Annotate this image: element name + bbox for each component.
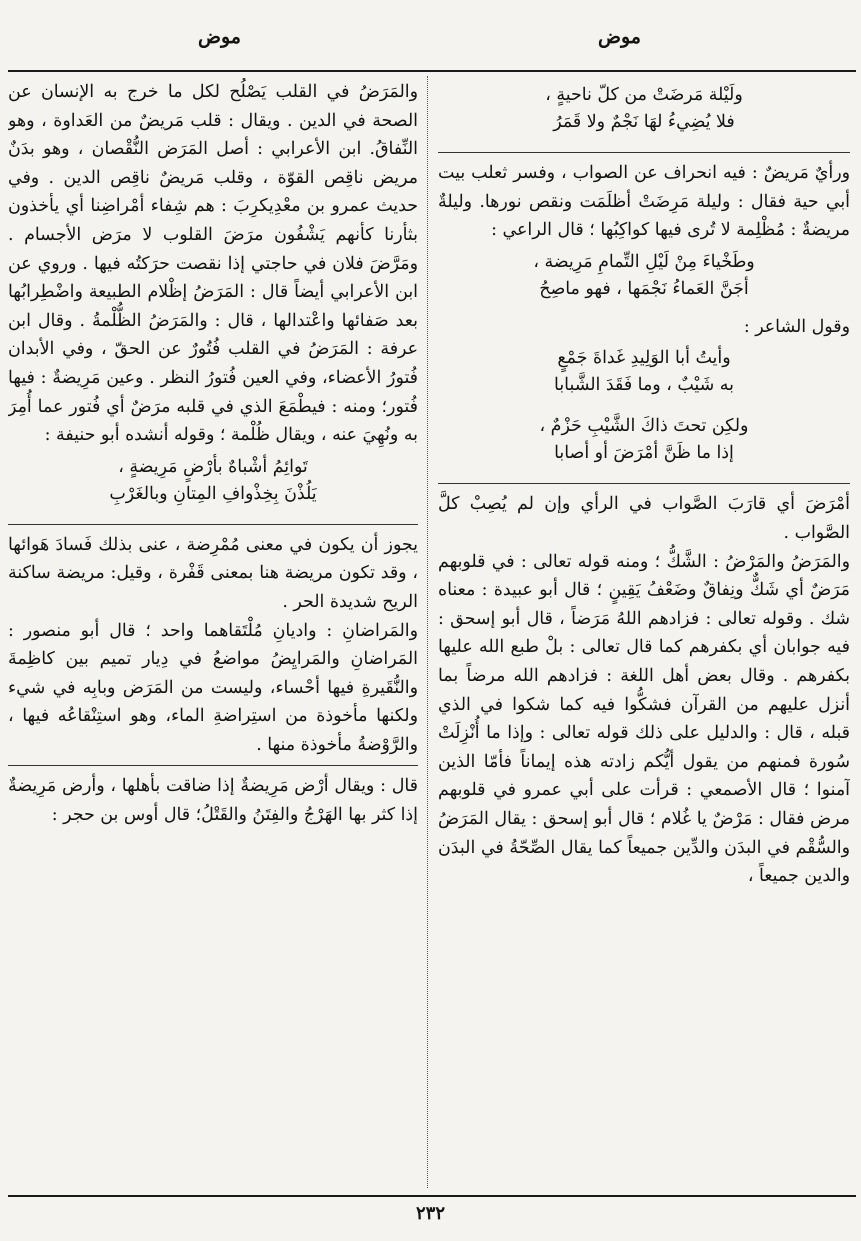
header-rule [8, 70, 856, 72]
verse-line: ولكِن تحتَ ذاكَ الشَّيْبِ حَزْمٌ ، [539, 416, 749, 437]
section-rule [438, 483, 850, 484]
verse-block [8, 450, 418, 518]
verse-line: أجَنَّ العَماءُ نَجْمَها ، فهو ماصِحُ [539, 278, 749, 299]
paragraph: قال : ويقال أرْض مَرِيضةٌ إذا ضاقت بأهلها ، وأرض مَرِيضةٌ إذا كثر بها الهَرْجُ والفِتَنُ والقَتْلُ؛ قال أوس بن حجر : [8, 776, 418, 826]
section-rule [438, 152, 850, 153]
column-divider [427, 76, 428, 1188]
verse-block [438, 78, 850, 146]
paragraph: وقول الشاعر : [743, 316, 850, 337]
footer-rule [8, 1195, 856, 1197]
paragraph: والمَرَضُ في القلب يَصْلُح لكل ما خرج به الإنسان عن الصحة في الدين . ويقال : قلب مَريضٌ من العَداوة ، وهو النِّفاقُ. ابن الأعرابي : أصل المَرَض النُّقْصان ، وهو بدَنٌ مريض ناقِص القوّة ، وقلب مَريضٌ ناقِص الدين . وفي حديث عمرو بن معْدِيكرِبَ : هم شِفاء أمْراضِنا أي يأخذون بثأرنا كأنهم يَشْفُون مرَضَ القلوب لا مرَض الأجسام . ومَرَّضَ فلان في حاجتي إذا نقصت حرَكتُه فيها . وروي عن ابن الأعرابي أيضاً قال : المَرَضُ إظْلام الطبيعة واضْطِرابُها بعد صَفائها واعْتدالها ، قال : والمَرَضُ الظُّلْمةُ . وقال ابن عرفة : المَرَضُ في القلب فُتُورٌ عن الحقّ ، وفي الأبدان فُتورُ الأعضاء، وفي العين فُتورُ النظر . وعين مَرِيضةٌ : فيها فُتور؛ ومنه : فيطْمَعَ الذي في قلبه مرَضٌ أي فُتور عما أُمِرَ به ونُهِيَ عنه ، ويقال ظُلْمة ؛ وقوله أنشده أبو حنيفة : [8, 82, 418, 446]
section-rule [8, 765, 418, 766]
verse-line: يَلُذْنَ بِخِذْوافِ المِتانِ وبالغَرْبِ [109, 483, 317, 504]
paragraph: والمَرَضُ والمَرْضُ : الشَّكُّ ؛ ومنه قوله تعالى : في قلوبهم مَرَضٌ أي شَكٌّ ونِفاقٌ وضَعْفُ يَقِينٍ ؛ قال أبو عبيدة : معناه شك . وقوله تعالى : فزادهم اللهُ مَرَضاً ، قال أبو إسحق : فيه جوابان أي بكفرهم كما قال تعالى : بلْ طبع الله عليها بكفرهم . وقال بعض أهل اللغة : فزادهم الله مرضاً بما أنزل عليهم من القرآن فشكُّوا فيه كما شكوا في الذي قبله ، قال : والدليل على ذلك قوله تعالى : وإذا ما أُنْزِلَتْ سُورة فمنهم من يقول أيُّكم زادته هذه إيماناً فأمّا الذين آمنوا ؛ قال الأصمعي : قرأت على أبي عمرو في قلوبهم مرض فقال : مَرْضٌ يا غُلام ؛ قال أبو إسحق : يقال المَرَضُ والسُّقْم في البدَن والدِّين جميعاً كما يقال الصِّحّةُ في البدَن والدين جميعاً ، [438, 551, 850, 887]
paragraph: يجوز أن يكون في معنى مُمْرِضة ، عنى بذلك فَسادَ هَوائها ، وقد تكون مريضة هنا بمعنى قَفْرة ، وقيل: مريضة ساكنة الريح شديدة الحر . [8, 534, 418, 612]
verse-line: وأيتُ أبا الوَلِيدِ غَداةَ جَمْعٍ [557, 348, 731, 369]
verse-block [438, 409, 850, 477]
left-column [8, 78, 418, 1186]
page-header [0, 26, 861, 62]
page-number: ٢٣٢ [415, 1203, 445, 1224]
paragraph: والمَراضانِ : واديانِ مُلْتَقاهما واحد ؛ قال أبو منصور : المَراضانِ والمَرايِضُ مواضعُ في دِيار تميم بين كاظِمةَ والنُّقَيرةِ فيها أحْساء، وليست من المَرَض وبابِه في شيء ولكنها مأخوذة من استِراضةِ الماء، وهو استِنْقاعُه فيها ، والرَّوْضةُ مأخوذة منها . [8, 620, 418, 755]
right-column [438, 78, 850, 1186]
verse-block [438, 245, 850, 313]
verse-line: إذا ما ظَنَّ أمْرَضَ أو أصابا [554, 443, 734, 464]
verse-line: به شَيْبٌ ، وما فَقَدَ الشَّبابا [554, 375, 734, 396]
paragraph: ورأيٌ مَريضٌ : فيه انحراف عن الصواب ، وفسر ثعلب بيت أبي حية فقال : وليلة مَرِضَتْ أظلَمَت ونقص نورها. وليلةٌ مريضةٌ : مُظْلِمة لا تُرى فيها كواكِبُها ؛ قال الراعي : [438, 163, 850, 241]
paragraph: أمْرَضَ أي قارَبَ الصَّواب في الرأي وإن لم يُصِبْ كلَّ الصَّواب . [438, 494, 850, 543]
verse-line: ولَيْلة مَرضَتْ من كلّ ناحيةٍ ، [545, 85, 743, 105]
header-word-left: موض [198, 26, 241, 48]
verse-line: وطَخْياءَ مِنْ لَيْلِ التِّمامِ مَرِيضة ، [533, 251, 755, 272]
header-word-right: موض [598, 26, 641, 48]
verse-line: تَوائِمُ أشْباهٌ بأرْضٍ مَرِيضةٍ ، [118, 456, 308, 477]
section-rule [8, 524, 418, 525]
verse-line: فلا يُضِيءُ لهَا نَجْمٌ ولا قَمَرُ [553, 112, 735, 132]
verse-block [438, 341, 850, 409]
